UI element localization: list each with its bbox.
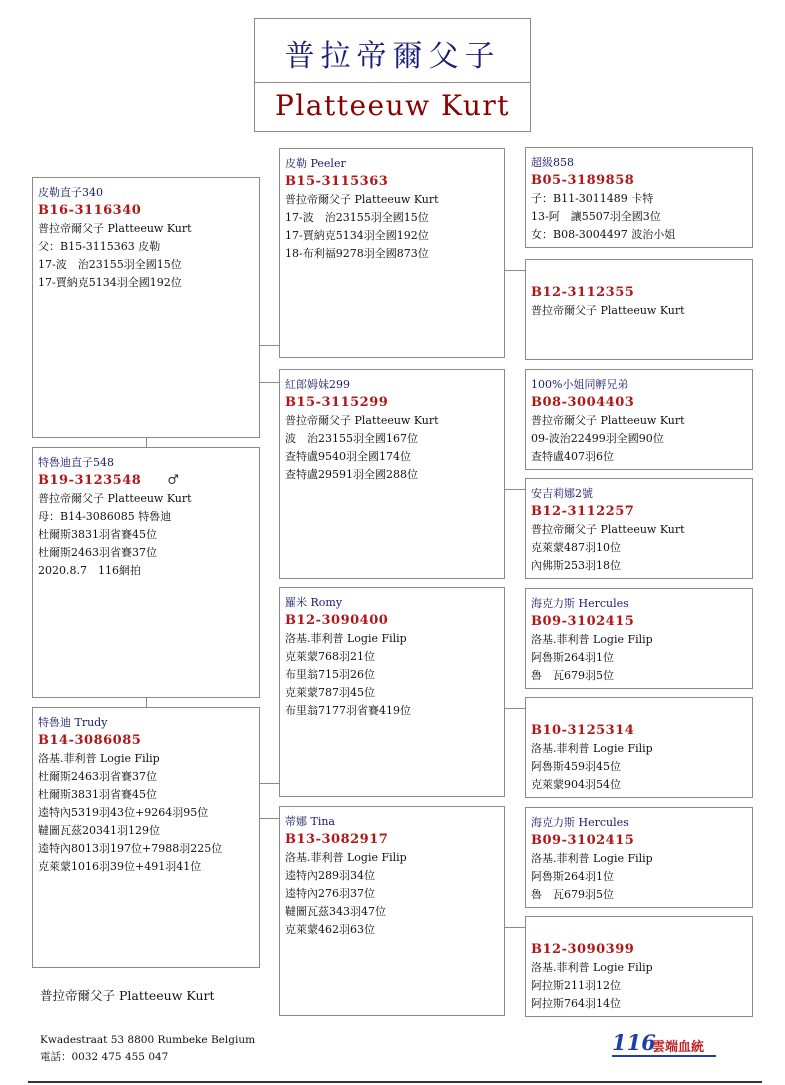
logo-number: 116 — [612, 1030, 656, 1055]
subject-line: 杜爾斯3831羽省賽45位 — [38, 528, 157, 541]
footer-rule — [28, 1081, 762, 1083]
sss-line: 子：B11-3011489 卡特 — [531, 192, 654, 205]
sd-ring-number: B15-3115299 — [285, 395, 389, 410]
ds-ring-number: B12-3090400 — [285, 613, 389, 628]
sire-sire-card — [279, 148, 505, 358]
sd-line: 查特盧9540羽全國174位 — [285, 450, 411, 463]
title-divider — [255, 82, 530, 83]
dam-line: 逵特內5319羽43位+9264羽95位 — [38, 806, 209, 819]
logo-text: 雲端血統 — [652, 1040, 705, 1055]
ss-line: 17-賈納克5134羽全國192位 — [285, 229, 429, 242]
sire-card — [32, 177, 260, 438]
connector-dam-ds — [259, 783, 279, 784]
sss-line: 13-阿 讓5507羽全國3位 — [531, 210, 661, 223]
dds-ring-number: B09-3102415 — [531, 833, 635, 848]
ssd-line: 普拉帝爾父子 Platteeuw Kurt — [531, 304, 685, 317]
ss-name: 皮勒 Peeler — [285, 157, 346, 170]
connector-dd-ddd — [504, 927, 525, 928]
dsd-line: 洛基.菲利普 Logie Filip — [531, 742, 653, 755]
dd-line: 逵特內276羽37位 — [285, 887, 375, 900]
ss-ring-number: B15-3115363 — [285, 174, 389, 189]
dss-line: 魯 瓦679羽5位 — [531, 669, 614, 682]
dam-line: 洛基.菲利普 Logie Filip — [38, 752, 160, 765]
footer-contact — [40, 1032, 255, 1066]
owner-title-chinese: 普拉帝爾父子 — [284, 39, 501, 74]
sd-line: 普拉帝爾父子 Platteeuw Kurt — [285, 414, 439, 427]
male-sex-icon: ♂ — [167, 473, 180, 488]
dd-ring-number: B13-3082917 — [285, 832, 389, 847]
sdd-line: 普拉帝爾父子 Platteeuw Kurt — [531, 523, 685, 536]
dds-line: 魯 瓦679羽5位 — [531, 888, 614, 901]
dam-line: 杜爾斯2463羽省賽37位 — [38, 770, 157, 783]
dd-name: 蒂娜 Tina — [285, 815, 335, 828]
ddd-line: 洛基.菲利普 Logie Filip — [531, 961, 653, 974]
connector-sire-ss — [259, 345, 279, 346]
ds-line: 克萊蒙787羽45位 — [285, 686, 375, 699]
sss-card — [525, 147, 753, 248]
dam-line: 克萊蒙1016羽39位+491羽41位 — [38, 860, 202, 873]
dam-ring-number: B14-3086085 — [38, 733, 142, 748]
ss-line: 18-布利福9278羽全國873位 — [285, 247, 429, 260]
subject-ring-text: B19-3123548 — [38, 473, 142, 488]
sss-line: 女：B08-3004497 波治小姐 — [531, 228, 676, 241]
ssd-card — [525, 259, 753, 360]
connector-ds-dsd — [504, 708, 525, 709]
ssd-name — [531, 266, 752, 284]
dd-line: 韃圖瓦茲343羽47位 — [285, 905, 386, 918]
yunduan-logo — [612, 1030, 722, 1058]
dsd-ring-number: B10-3125314 — [531, 723, 635, 738]
sds-ring-number: B08-3004403 — [531, 395, 635, 410]
dam-line: 韃圖瓦茲20341羽129位 — [38, 824, 160, 837]
sdd-name: 安吉莉娜2號 — [531, 487, 593, 500]
sdd-line: 內佛斯253羽18位 — [531, 559, 621, 572]
sds-name: 100%小姐同孵兄弟 — [531, 378, 629, 391]
sire-line: 17-賈納克5134羽全國192位 — [38, 276, 182, 289]
subject-line: 杜爾斯2463羽省賽37位 — [38, 546, 157, 559]
ddd-line: 阿拉斯211羽12位 — [531, 979, 621, 992]
connector-ss-ssd — [504, 270, 525, 271]
logo-underline — [612, 1055, 716, 1057]
title-box — [254, 18, 531, 132]
connector-subject-dam-vertical — [146, 697, 147, 707]
ss-line: 17-波 治23155羽全國15位 — [285, 211, 429, 224]
subject-name: 特魯迪直子548 — [38, 456, 114, 469]
ddd-line: 阿拉斯764羽14位 — [531, 997, 621, 1010]
dds-line: 阿魯斯264羽1位 — [531, 870, 614, 883]
subject-line: 母：B14-3086085 特魯迪 — [38, 510, 172, 523]
sire-name: 皮勒直子340 — [38, 186, 103, 199]
sss-name: 超級858 — [531, 156, 574, 169]
dss-line: 洛基.菲利普 Logie Filip — [531, 633, 653, 646]
connector-sire-dam-vertical — [146, 437, 147, 447]
dss-name: 海克力斯 Hercules — [531, 597, 629, 610]
subject-line: 普拉帝爾父子 Platteeuw Kurt — [38, 492, 192, 505]
ds-line: 布里翁7177羽省賽419位 — [285, 704, 411, 717]
dsd-line: 克萊蒙904羽54位 — [531, 778, 621, 791]
sd-line: 波 治23155羽全國167位 — [285, 432, 418, 445]
dss-card — [525, 588, 753, 689]
dam-name: 特魯迪 Trudy — [38, 716, 108, 729]
ddd-ring-number: B12-3090399 — [531, 942, 635, 957]
dsd-name — [531, 704, 752, 722]
sire-ring-number: B16-3116340 — [38, 203, 142, 218]
dd-line: 洛基.菲利普 Logie Filip — [285, 851, 407, 864]
subject-line: 2020.8.7 116網拍 — [38, 564, 141, 577]
ssd-ring-number: B12-3112355 — [531, 285, 635, 300]
dds-name: 海克力斯 Hercules — [531, 816, 629, 829]
sss-ring-number: B05-3189858 — [531, 173, 635, 188]
sds-line: 普拉帝爾父子 Platteeuw Kurt — [531, 414, 685, 427]
sds-line: 查特盧407羽6位 — [531, 450, 614, 463]
dam-line: 杜爾斯3831羽省賽45位 — [38, 788, 157, 801]
connector-sire-sd — [259, 382, 279, 383]
sds-card — [525, 369, 753, 470]
sd-line: 查特盧29591羽全國288位 — [285, 468, 418, 481]
dd-line: 克萊蒙462羽63位 — [285, 923, 375, 936]
dsd-line: 阿魯斯459羽45位 — [531, 760, 621, 773]
ds-line: 布里翁715羽26位 — [285, 668, 375, 681]
sdd-line: 克萊蒙487羽10位 — [531, 541, 621, 554]
dam-sire-card — [279, 587, 505, 797]
dam-dam-card — [279, 806, 505, 1016]
subject-ring-number — [38, 472, 259, 490]
connector-dam-dd — [259, 818, 279, 819]
subject-card — [32, 447, 260, 698]
sdd-card — [525, 478, 753, 579]
dam-line: 逵特內8013羽197位+7988羽225位 — [38, 842, 223, 855]
ds-line: 克萊蒙768羽21位 — [285, 650, 375, 663]
sdd-ring-number: B12-3112257 — [531, 504, 635, 519]
footer-phone: 電話：0032 475 455 047 — [40, 1051, 169, 1063]
footer-address: Kwadestraat 53 8800 Rumbeke Belgium — [40, 1034, 256, 1046]
dsd-card — [525, 697, 753, 798]
dd-line: 逵特內289羽34位 — [285, 869, 375, 882]
ss-line: 普拉帝爾父子 Platteeuw Kurt — [285, 193, 439, 206]
ds-line: 洛基.菲利普 Logie Filip — [285, 632, 407, 645]
ddd-name — [531, 923, 752, 941]
sire-line: 17-波 治23155羽全國15位 — [38, 258, 182, 271]
dss-ring-number: B09-3102415 — [531, 614, 635, 629]
dss-line: 阿魯斯264羽1位 — [531, 651, 614, 664]
sds-line: 09-波治22499羽全國90位 — [531, 432, 664, 445]
sire-line: 父：B15-3115363 皮勒 — [38, 240, 161, 253]
footer-owner: 普拉帝爾父子 Platteeuw Kurt — [40, 988, 215, 1003]
sire-dam-card — [279, 369, 505, 579]
owner-title-english: Platteeuw Kurt — [274, 89, 510, 122]
ds-name: 羅米 Romy — [285, 596, 343, 609]
connector-sd-sdd — [504, 489, 525, 490]
sd-name: 紅郎姆妹299 — [285, 378, 350, 391]
ddd-card — [525, 916, 753, 1017]
dds-card — [525, 807, 753, 908]
dds-line: 洛基.菲利普 Logie Filip — [531, 852, 653, 865]
sire-line: 普拉帝爾父子 Platteeuw Kurt — [38, 222, 192, 235]
dam-card — [32, 707, 260, 968]
